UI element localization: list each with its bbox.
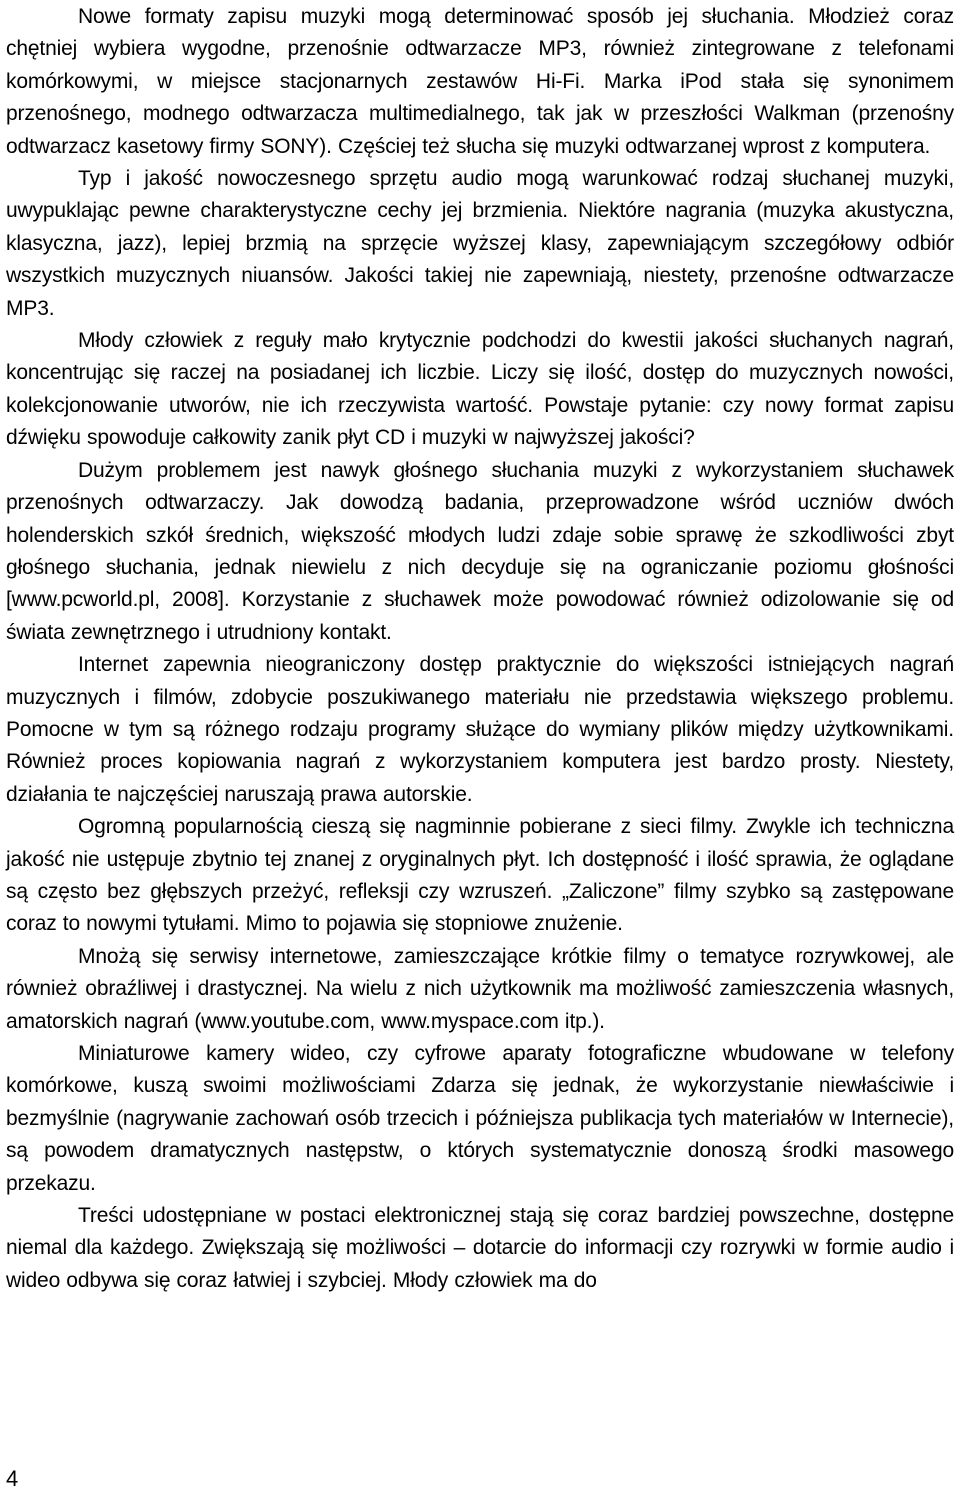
paragraph: Treści udostępniane w postaci elektronicznej stają się coraz bardziej powszechne, dostępne niemal dla każdego. Zwiększają się możliwości – dotarcie do informacji czy rozrywki w formie audio i wideo odbywa się coraz łatwiej i szybciej. Młody człowiek ma do — [6, 1204, 954, 1292]
paragraph: Internet zapewnia nieograniczony dostęp praktycznie do większości istniejących nagrań muzycznych i filmów, zdobycie poszukiwanego materiału nie przedstawia większego problemu. Pomocne w tym są różnego rodzaju programy służące do wymiany plików między użytkownikami. Również proces kopiowania nagrań z wykorzystaniem komputera jest bardzo prosty. Niestety, działania te najczęściej naruszają prawa autorskie. — [6, 653, 954, 806]
paragraph: Typ i jakość nowoczesnego sprzętu audio mogą warunkować rodzaj słuchanej muzyki, uwypuklając pewne charakterystyczne cechy jej brzmienia. Niektóre nagrania (muzyka akustyczna, klasyczna, jazz), lepiej brzmią na sprzęcie wyższej klasy, zapewniającym szczegółowy odbiór wszystkich muzycznych niuansów. Jakości takiej nie zapewniają, niestety, przenośne odtwarzacze MP3. — [6, 167, 954, 320]
page-number: 4 — [6, 1466, 19, 1491]
document-page — [6, 1, 954, 1297]
paragraph: Młody człowiek z reguły mało krytycznie podchodzi do kwestii jakości słuchanych nagrań, koncentrując się raczej na posiadanej ich liczbie. Liczy się ilość, dostęp do muzycznych nowości, kolekcjonowanie utworów, nie ich rzeczywista wartość. Powstaje pytanie: czy nowy format zapisu dźwięku spowoduje całkowity zanik płyt CD i muzyki w najwyższej jakości? — [6, 329, 954, 450]
paragraph: Dużym problemem jest nawyk głośnego słuchania muzyki z wykorzystaniem słuchawek przenośnych odtwarzaczy. Jak dowodzą badania, przeprowadzone wśród uczniów dwóch holenderskich szkół średnich, większość młodych ludzi zdaje sobie sprawę że szkodliwości zbyt głośnego słuchania, jednak niewielu z nich decyduje się na ograniczanie poziomu głośności [www.pcworld.pl, 2008]. Korzystanie z słuchawek może powodować również odizolowanie się od świata zewnętrznego i utrudniony kontakt. — [6, 458, 954, 644]
paragraph: Mnożą się serwisy internetowe, zamieszczające krótkie filmy o tematyce rozrywkowej, ale również obraźliwej i drastycznej. Na wielu z nich użytkownik ma możliwość zamieszczenia własnych, amatorskich nagrań (www.youtube.com, www.myspace.com itp.). — [6, 944, 954, 1033]
paragraph: Nowe formaty zapisu muzyki mogą determinować sposób jej słuchania. Młodzież coraz chętniej wybiera wygodne, przenośnie odtwarzacze MP3, również zintegrowane z telefonami komórkowymi, w miejsce stacjonarnych zestawów Hi-Fi. Marka iPod stała się synonimem przenośnego, modnego odtwarzacza multimedialnego, tak jak w przeszłości Walkman (przenośny odtwarzacz kasetowy firmy SONY). Częściej też słucha się muzyki odtwarzanej wprost z komputera. — [6, 5, 954, 158]
paragraph: Ogromną popularnością cieszą się nagminnie pobierane z sieci filmy. Zwykle ich techniczna jakość nie ustępuje zbytnio tej znanej z oryginalnych płyt. Ich dostępność i ilość sprawia, że oglądane są często bez głębszych przeżyć, refleksji czy wzruszeń. „Zaliczone” filmy szybko są zastępowane coraz to nowymi tytułami. Mimo to pojawia się stopniowe znużenie. — [6, 815, 954, 936]
paragraph: Miniaturowe kamery wideo, czy cyfrowe aparaty fotograficzne wbudowane w telefony komórkowe, kuszą swoimi możliwościami Zdarza się jednak, że wykorzystanie niewłaściwie i bezmyślnie (nagrywanie zachowań osób trzecich i późniejsza publikacja tych materiałów w Internecie), są powodem dramatycznych następstw, o których systematycznie donoszą środki masowego przekazu. — [6, 1042, 954, 1195]
